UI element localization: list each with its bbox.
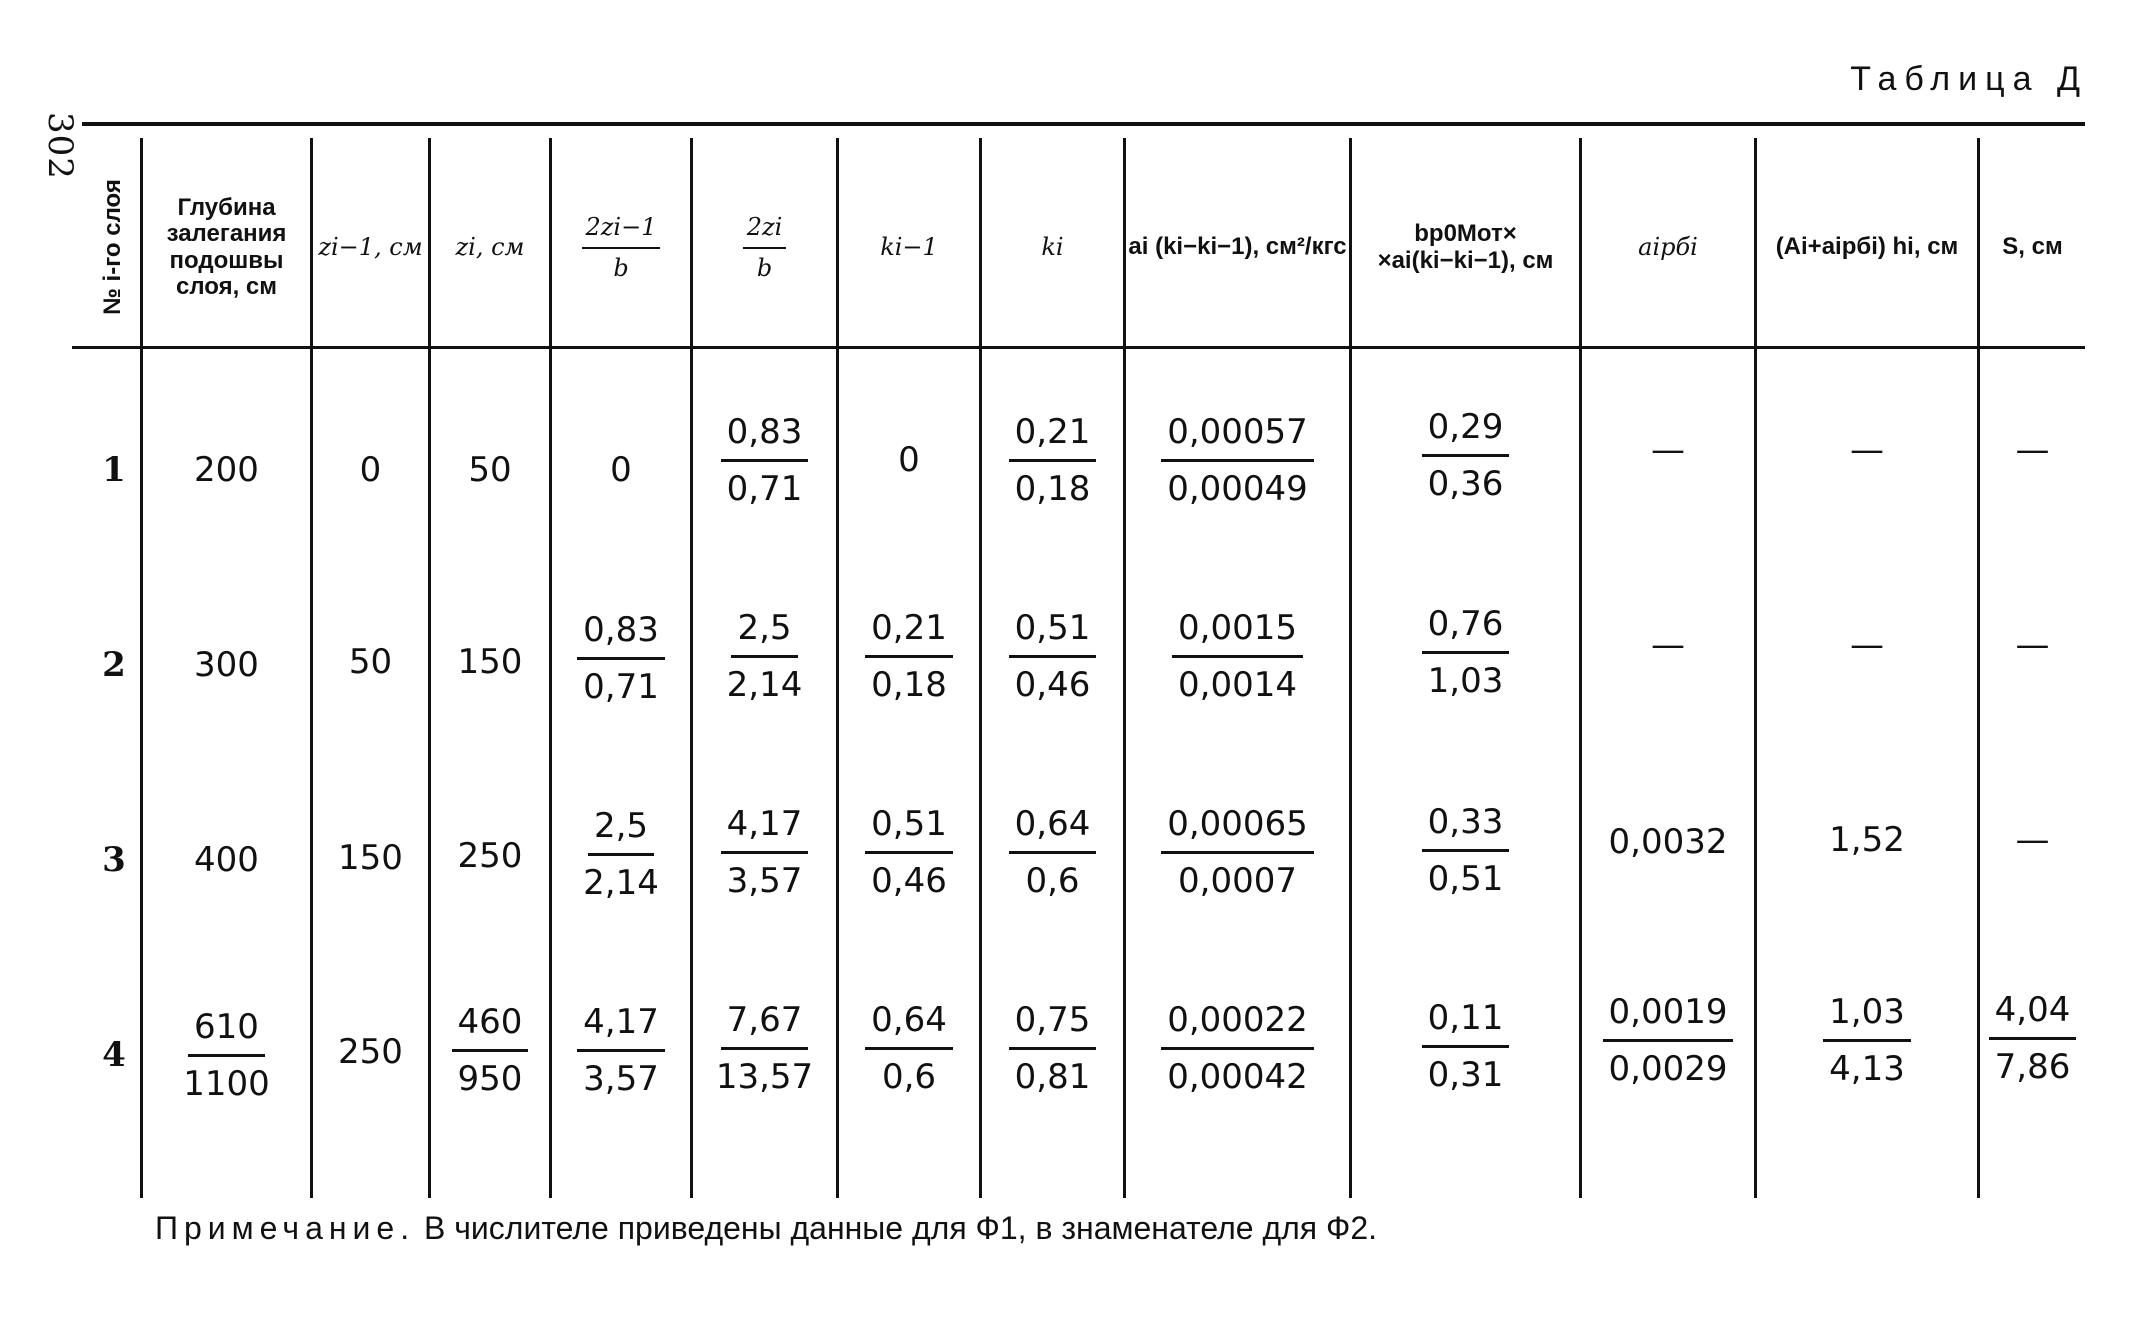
- row-4-z: $\frac{460}{950}$: [431, 950, 549, 1150]
- row-3-a-dk: $\frac{0,00065}{0,0007}$: [1126, 752, 1349, 952]
- row-2-number: 2: [102, 645, 126, 685]
- header-ap: aipбi: [1638, 233, 1698, 262]
- row-1-2z-prev: 0: [610, 450, 632, 490]
- table-note: [155, 1210, 1377, 1247]
- row-4-z-prev: 250: [338, 1032, 403, 1072]
- row-2-2z: $\frac{2,5}{2,14}$: [726, 607, 803, 705]
- row-4-ap: $\frac{0,0019}{0,0029}$: [1582, 940, 1754, 1140]
- header-2z-prev-over-b: $\frac{2zi-1}{b}$: [552, 150, 690, 345]
- row-4-k: $\frac{0,75}{0,81}$: [982, 948, 1123, 1148]
- row-3-ah: 1,52: [1829, 820, 1905, 860]
- header-ah: (Ai+aipбi) hi, см: [1775, 233, 1959, 261]
- row-2-a-dk: $\frac{0,0015}{0,0014}$: [1126, 556, 1349, 756]
- row-4-k-prev: $\frac{0,64}{0,6}$: [839, 948, 979, 1148]
- row-1-ap: —: [1651, 430, 1685, 470]
- row-1-z-prev: 0: [359, 450, 382, 490]
- row-1-ah: —: [1850, 430, 1884, 470]
- row-3-z: 250: [457, 836, 523, 876]
- header-k-prev: ki−1: [880, 233, 938, 262]
- table-title: Таблица Д: [1850, 60, 2088, 98]
- row-4-bp-mot: $\frac{0,11}{0,31}$: [1352, 946, 1579, 1146]
- row-2-z: 150: [457, 642, 523, 682]
- table-top-rule: [82, 122, 2085, 126]
- header-z: zi, см: [455, 233, 525, 262]
- row-2-k-prev: $\frac{0,21}{0,18}$: [839, 556, 979, 756]
- row-2-s: —: [2015, 625, 2050, 665]
- row-1-k: $\frac{0,21}{0,18}$: [982, 360, 1123, 560]
- row-4-2z: $\frac{7,67}{13,57}$: [715, 999, 814, 1097]
- header-z-prev: zi−1, см: [318, 233, 423, 262]
- row-1-number: 1: [102, 450, 126, 490]
- note-label: Примечание.: [155, 1210, 416, 1246]
- row-3-k-prev: $\frac{0,51}{0,46}$: [839, 752, 979, 952]
- row-3-bp-mot: $\frac{0,33}{0,51}$: [1352, 750, 1579, 950]
- header-a-dk: ai (ki−ki−1), см²/кгс: [1128, 233, 1347, 261]
- row-4-2z-prev: $\frac{4,17}{3,57}$: [552, 950, 690, 1150]
- header-k: ki: [1041, 233, 1064, 262]
- page-number: 302: [40, 112, 80, 180]
- row-3-k: $\frac{0,64}{0,6}$: [982, 752, 1123, 952]
- row-4-s: $\frac{4,04}{7,86}$: [1980, 938, 2085, 1138]
- row-1-a-dk: $\frac{0,00057}{0,00049}$: [1126, 360, 1349, 560]
- row-2-bp-mot: $\frac{0,76}{1,03}$: [1352, 552, 1579, 752]
- header-2z-over-b: $\frac{2zi}{b}$: [693, 150, 836, 345]
- row-3-ap: 0,0032: [1608, 822, 1728, 862]
- row-2-ah: —: [1850, 625, 1884, 665]
- note-text: В числителе приведены данные для Ф1, в знаменателе для Ф2.: [424, 1210, 1378, 1246]
- row-3-z-prev: 150: [338, 838, 403, 878]
- row-3-2z-prev: $\frac{2,5}{2,14}$: [583, 805, 659, 903]
- header-bottom-rule: [72, 346, 2085, 349]
- row-1-k-prev: 0: [898, 440, 920, 480]
- row-2-k: $\frac{0,51}{0,46}$: [982, 556, 1123, 756]
- row-4-ah: $\frac{1,03}{4,13}$: [1757, 940, 1977, 1140]
- row-3-depth: 400: [194, 840, 259, 880]
- row-2-z-prev: 50: [348, 642, 393, 682]
- row-2-ap: —: [1651, 625, 1685, 665]
- row-2-depth: 300: [194, 645, 259, 685]
- header-s: S, см: [2002, 233, 2063, 261]
- row-3-number: 3: [102, 840, 126, 880]
- header-depth: Глубина залегания подошвы слоя, см: [166, 193, 287, 300]
- row-3-2z: $\frac{4,17}{3,57}$: [693, 752, 836, 952]
- row-3-s: —: [2015, 820, 2050, 860]
- row-1-depth: 200: [194, 450, 259, 490]
- row-1-s: —: [2015, 430, 2050, 470]
- row-1-bp-mot: $\frac{0,29}{0,36}$: [1352, 355, 1579, 555]
- header-layer-number: № i-го слоя: [99, 179, 126, 315]
- row-4-number: 4: [102, 1035, 126, 1075]
- row-1-2z: $\frac{0,83}{0,71}$: [693, 360, 836, 560]
- row-2-2z-prev: $\frac{0,83}{0,71}$: [552, 558, 690, 758]
- row-1-z: 50: [468, 450, 512, 490]
- row-4-a-dk: $\frac{0,00022}{0,00042}$: [1126, 948, 1349, 1148]
- row-4-depth: $\frac{610}{1100}$: [183, 1006, 270, 1104]
- header-bp-mot: bp0Mот× ×ai(ki−ki−1), см: [1377, 220, 1554, 274]
